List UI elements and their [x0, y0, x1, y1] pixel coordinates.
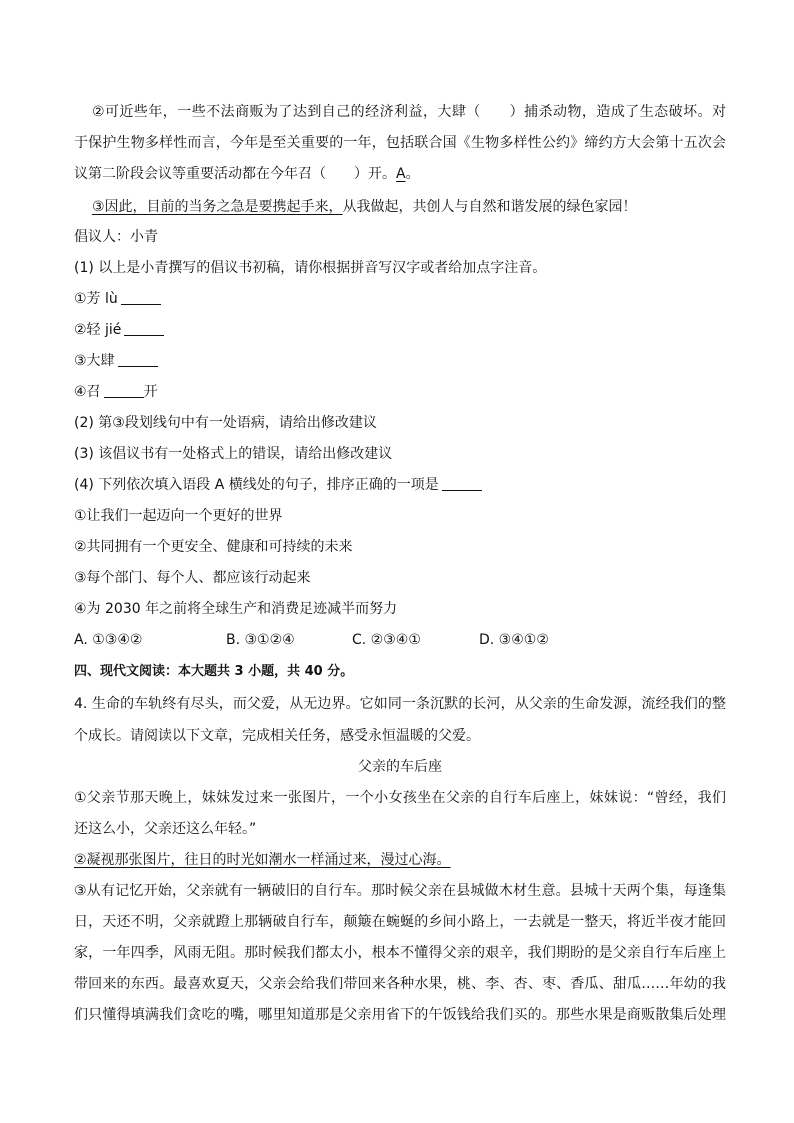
answer-blank[interactable] — [442, 476, 482, 491]
para2-line1: ②可近些年，一些不法商贩为了达到自己的经济利益，大肆（ ）捕杀动物，造成了生态破坏。对 — [92, 104, 726, 120]
q2-prompt: (2) 第③段划线句中有一处语病，请给出修改建议 — [74, 415, 377, 431]
section-heading: 四、现代文阅读：本大题共 3 小题，共 40 分。 — [74, 664, 354, 679]
article-p1-line2: 还这么小，父亲还这么年轻。” — [74, 821, 257, 837]
marker-a: A — [396, 166, 406, 182]
q4-sentence-1: ①让我们一起迈向一个更好的世界 — [74, 508, 283, 524]
para2-line3: 议第二阶段会议等重要活动都在今年召（ ）开。A。 — [74, 166, 420, 182]
option-b[interactable]: B. ③①②④ — [226, 632, 295, 648]
answer-blank[interactable] — [104, 383, 144, 398]
underlined-sentence: ③因此，目前的当务之急是要携起手来， — [92, 199, 343, 215]
q4-sentence-3: ③每个部门、每个人、都应该行动起来 — [74, 570, 311, 586]
q4-prompt: (4) 下列依次填入语段 A 横线处的句子，排序正确的一项是 — [74, 475, 482, 495]
article-p3-line2: 日，天还不明，父亲就蹬上那辆破自行车，颠簸在蜿蜒的乡间小路上，一去就是一整天，将近半夜才能回 — [74, 914, 726, 930]
proposer-line: 倡议人：小青 — [74, 229, 158, 245]
option-c[interactable]: C. ②③④① — [352, 632, 421, 648]
option-d[interactable]: D. ③④①② — [479, 632, 549, 648]
q1-item-2: ②轻 jié — [74, 320, 164, 340]
q3-prompt: (3) 该倡议书有一处格式上的错误，请给出修改建议 — [74, 446, 393, 462]
q1-item-3: ③大肆 — [74, 351, 158, 371]
para3: ③因此，目前的当务之急是要携起手来，从我做起，共创人与自然和谐发展的绿色家园！ — [92, 199, 637, 215]
q1-item-1: ①芳 lù — [74, 289, 161, 309]
q1-prompt: (1) 以上是小青撰写的倡议书初稿，请你根据拼音写汉字或者给加点字注音。 — [74, 260, 547, 276]
article-p3-line5: 们只懂得填满我们贪吃的嘴，哪里知道那是父亲用省下的午饭钱给我们买的。那些水果是商贩散集后处理 — [74, 1007, 726, 1023]
article-p3-line3: 家，一年四季，风雨无阻。那时候我们都太小，根本不懂得父亲的艰辛，我们期盼的是父亲自行车后座上 — [74, 945, 726, 961]
answer-blank[interactable] — [118, 352, 158, 367]
article-p3-line1: ③从有记忆开始，父亲就有一辆破旧的自行车。那时候父亲在县城做木材生意。县城十天两个集，每逢集 — [74, 883, 726, 899]
article-p3-line4: 带回来的东西。最喜欢夏天，父亲会给我们带回来各种水果，桃、李、杏、枣、香瓜、甜瓜……年幼的我 — [74, 976, 726, 992]
article-p1-line1: ①父亲节那天晚上，妹妹发过来一张图片，一个小女孩坐在父亲的自行车后座上，妹妹说：“曾经，我们 — [74, 790, 726, 806]
para2-line2: 于保护生物多样性而言，今年是至关重要的一年，包括联合国《生物多样性公约》缔约方大会第十五次会 — [74, 135, 726, 151]
answer-blank[interactable] — [121, 290, 161, 305]
q4-intro-line1: 4. 生命的车轨终有尽头，而父爱，从无边界。它如同一条沉默的长河，从父亲的生命发源，流经我们的整 — [74, 696, 726, 712]
article-title: 父亲的车后座 — [358, 759, 442, 775]
article-p2: ②凝视那张图片，往日的时光如潮水一样涌过来，漫过心海。 — [74, 852, 451, 868]
answer-blank[interactable] — [124, 321, 164, 336]
q4-intro-line2: 个成长。请阅读以下文章，完成相关任务，感受永恒温暖的父爱。 — [74, 728, 480, 744]
q1-item-4: ④召 开 — [74, 384, 158, 400]
q4-sentence-2: ②共同拥有一个更安全、健康和可持续的未来 — [74, 539, 353, 555]
option-a[interactable]: A. ①③④② — [74, 632, 143, 648]
q4-options — [74, 630, 726, 650]
q4-sentence-4: ④为 2030 年之前将全球生产和消费足迹减半而努力 — [74, 601, 398, 617]
